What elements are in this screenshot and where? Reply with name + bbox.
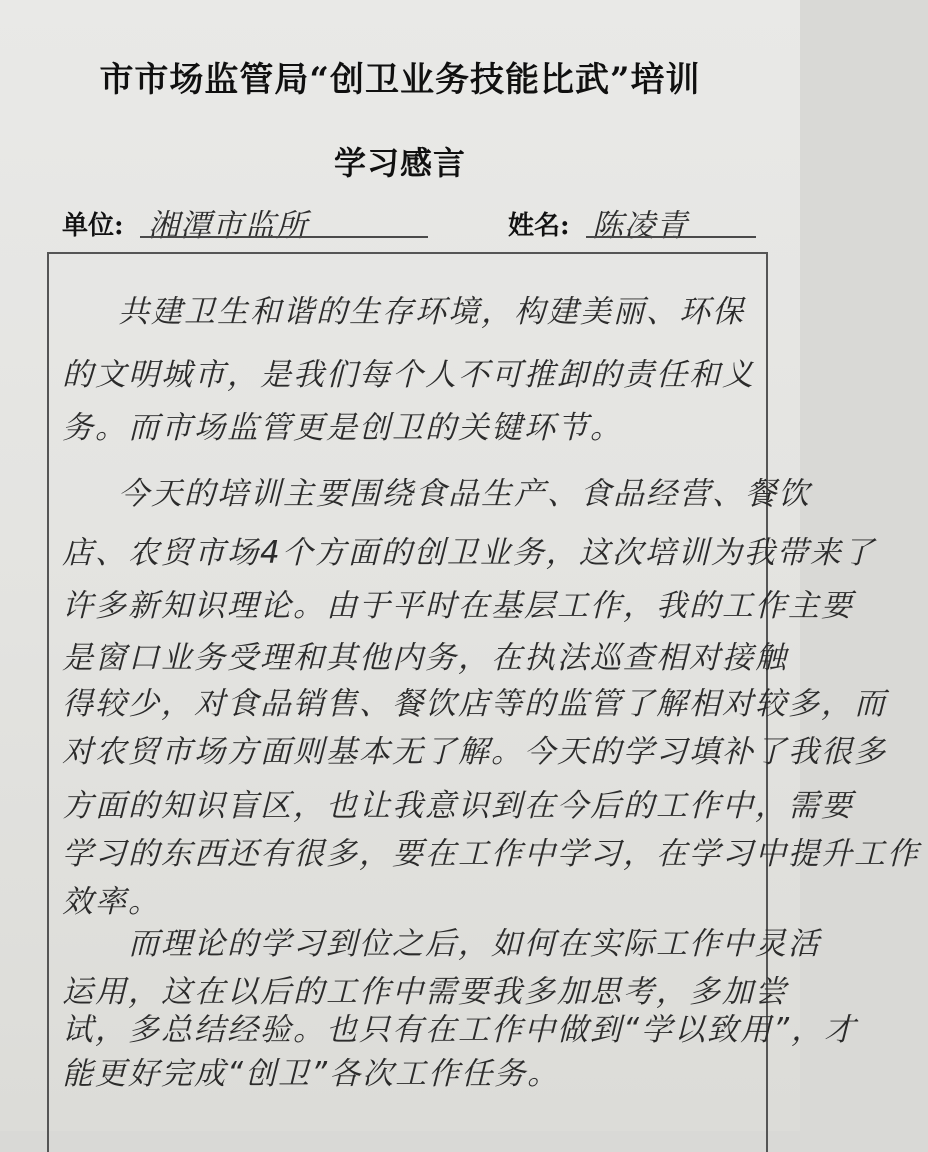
name-value: 陈凌青 bbox=[592, 208, 688, 244]
body-line: 而理论的学习到位之后，如何在实际工作中灵活 bbox=[128, 926, 821, 962]
body-line: 学习的东西还有很多，要在工作中学习，在学习中提升工作 bbox=[62, 836, 920, 872]
document-title: 市市场监管局“创卫业务技能比武”培训 bbox=[99, 60, 701, 100]
body-line: 店、农贸市场4个方面的创卫业务，这次培训为我带来了 bbox=[62, 535, 876, 571]
body-line: 能更好完成“创卫”各次工作任务。 bbox=[62, 1056, 561, 1092]
name-underline bbox=[586, 236, 756, 238]
body-line: 得较少，对食品销售、餐饮店等的监管了解相对较多，而 bbox=[62, 686, 887, 722]
body-line: 务。而市场监管更是创卫的关键环节。 bbox=[62, 410, 623, 446]
body-line: 方面的知识盲区，也让我意识到在今后的工作中，需要 bbox=[62, 788, 854, 824]
unit-value: 湘潭市监所 bbox=[148, 208, 308, 244]
body-line: 效率。 bbox=[62, 884, 161, 920]
body-line: 共建卫生和谐的生存环境，构建美丽、环保 bbox=[118, 294, 745, 330]
body-line: 许多新知识理论。由于平时在基层工作，我的工作主要 bbox=[62, 588, 854, 624]
body-line: 是窗口业务受理和其他内务，在执法巡查相对接触 bbox=[62, 640, 788, 676]
name-label: 姓名: bbox=[508, 211, 570, 241]
body-line: 运用，这在以后的工作中需要我多加思考，多加尝 bbox=[62, 974, 788, 1010]
body-line: 试，多总结经验。也只有在工作中做到“学以致用”，才 bbox=[62, 1012, 858, 1048]
document-subtitle: 学习感言 bbox=[333, 144, 466, 182]
body-line: 今天的培训主要围绕食品生产、食品经营、餐饮 bbox=[118, 476, 811, 512]
body-line: 对农贸市场方面则基本无了解。今天的学习填补了我很多 bbox=[62, 734, 887, 770]
unit-underline bbox=[140, 236, 428, 238]
body-line: 的文明城市，是我们每个人不可推卸的责任和义 bbox=[62, 357, 755, 393]
unit-label: 单位: bbox=[62, 211, 124, 241]
